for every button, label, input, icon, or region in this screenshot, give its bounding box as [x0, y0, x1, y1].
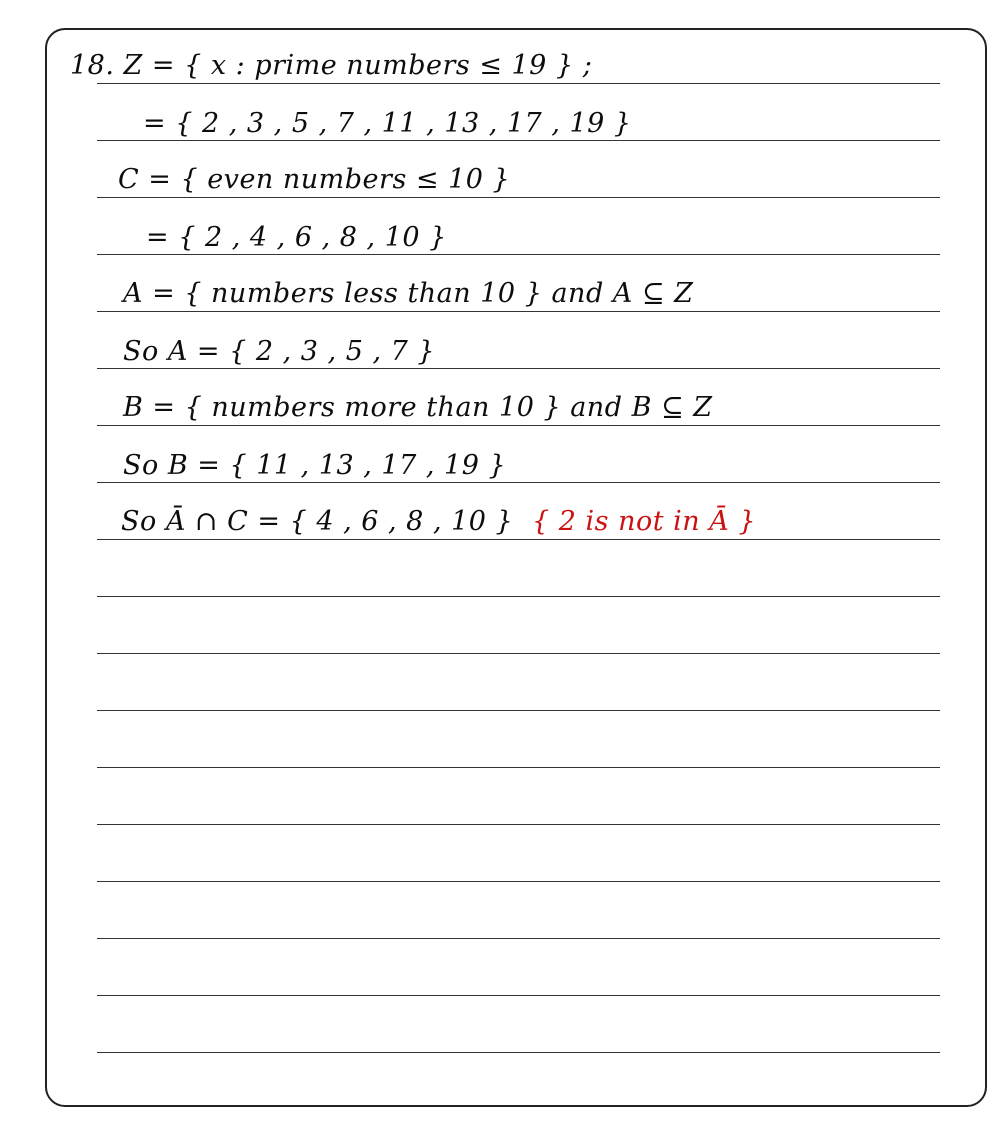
ruled-line [97, 83, 940, 84]
ruled-line [97, 767, 940, 768]
ruled-line [97, 311, 940, 312]
solution-line: = { 2 , 3 , 5 , 7 , 11 , 13 , 17 , 19 } [143, 108, 632, 139]
solution-line: So A = { 2 , 3 , 5 , 7 } [123, 336, 436, 367]
ruled-line [97, 140, 940, 141]
ruled-line [97, 482, 940, 483]
ruled-line [97, 824, 940, 825]
final-answer-line: So Ā ∩ C = { 4 , 6 , 8 , 10 } [121, 506, 514, 537]
ruled-line [97, 881, 940, 882]
solution-line: So B = { 11 , 13 , 17 , 19 } [123, 450, 507, 481]
ruled-line [97, 938, 940, 939]
solution-line: A = { numbers less than 10 } and A ⊆ Z [123, 278, 694, 309]
solution-line: C = { even numbers ≤ 10 } [118, 164, 511, 195]
ruled-line [97, 653, 940, 654]
ruled-line [97, 197, 940, 198]
ruled-line [97, 1052, 940, 1053]
solution-line: = { 2 , 4 , 6 , 8 , 10 } [146, 222, 447, 253]
ruled-line [97, 710, 940, 711]
problem-statement-line: 18. Z = { x : prime numbers ≤ 19 } ; [70, 50, 593, 81]
ruled-line [97, 425, 940, 426]
ruled-line [97, 254, 940, 255]
ruled-line [97, 368, 940, 369]
ruled-line [97, 995, 940, 996]
solution-line: B = { numbers more than 10 } and B ⊆ Z [123, 392, 713, 423]
correction-note: { 2 is not in Ā } [532, 506, 757, 537]
ruled-line [97, 596, 940, 597]
ruled-line [97, 539, 940, 540]
